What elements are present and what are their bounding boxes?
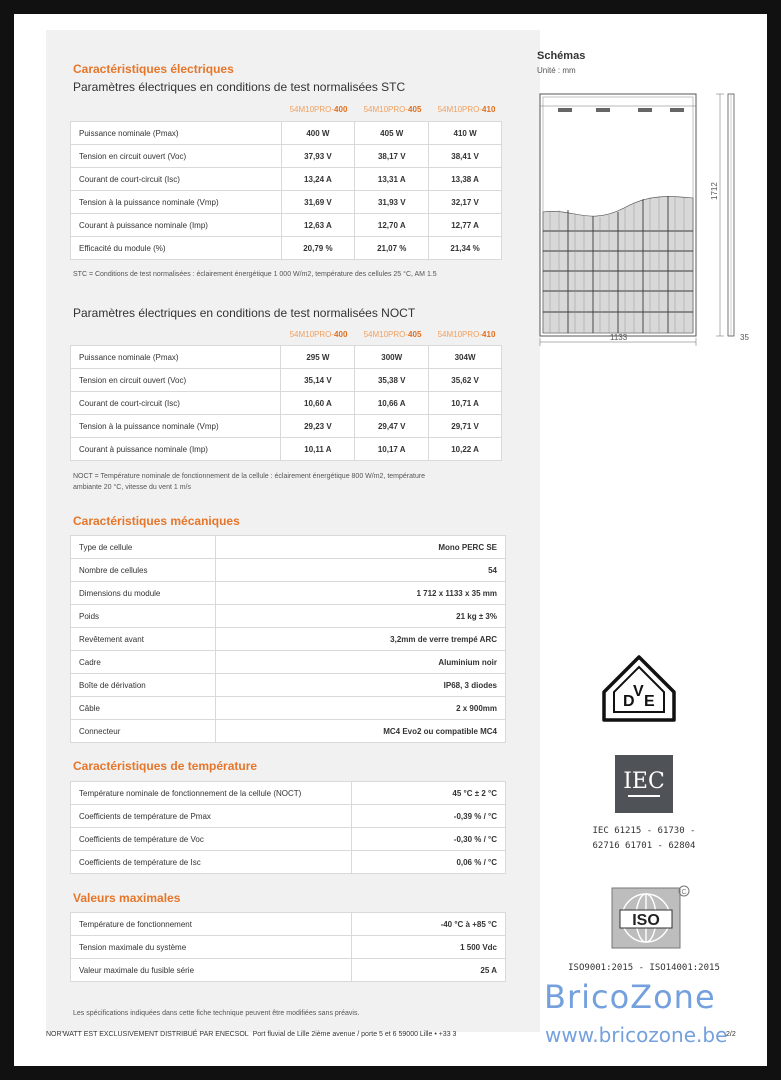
- table-row: [71, 438, 502, 461]
- table-row: [71, 582, 506, 605]
- model-prefix: 54M10PRO-: [289, 105, 335, 114]
- row-label: Efficacité du module (%): [71, 237, 282, 260]
- model-410: 410: [482, 105, 496, 114]
- row-value: 0,06 % / °C: [352, 851, 506, 874]
- row-label: Tension en circuit ouvert (Voc): [71, 145, 282, 168]
- mechanical-table: [70, 535, 506, 743]
- table-row: [71, 913, 506, 936]
- schema-unit: Unité : mm: [537, 66, 576, 75]
- width-dimension: 1133: [610, 333, 628, 342]
- table-row: [71, 651, 506, 674]
- table-row: [71, 214, 502, 237]
- page-number: 2/2: [726, 1031, 736, 1038]
- row-value: 35,14 V: [281, 369, 355, 392]
- row-label: Température de fonctionnement: [71, 913, 352, 936]
- row-label: Type de cellule: [71, 536, 216, 559]
- row-value: 13,38 A: [429, 168, 502, 191]
- vde-letter-e: E: [644, 693, 655, 710]
- model-400: 400: [334, 105, 348, 114]
- model-410: 410: [482, 330, 496, 339]
- iso-standards: ISO9001:2015 - ISO14001:2015: [568, 963, 720, 973]
- row-value: 37,93 V: [281, 145, 355, 168]
- row-value: 31,93 V: [355, 191, 429, 214]
- table-row: [71, 674, 506, 697]
- row-value: 13,24 A: [281, 168, 355, 191]
- row-value: 10,66 A: [355, 392, 429, 415]
- model-400: 400: [334, 330, 348, 339]
- row-label: Dimensions du module: [71, 582, 216, 605]
- maximums-table: [70, 912, 506, 982]
- model-prefix: 54M10PRO-: [363, 105, 409, 114]
- iec-standards-line1: IEC 61215 - 61730 -: [592, 826, 696, 836]
- stc-subtitle: Paramètres électriques en conditions de test normalisées STC: [73, 80, 406, 94]
- row-label: Puissance nominale (Pmax): [71, 122, 282, 145]
- row-value: 21 kg ± 3%: [215, 605, 505, 628]
- row-value: 410 W: [429, 122, 502, 145]
- row-value: 295 W: [281, 346, 355, 369]
- table-row: [71, 959, 506, 982]
- row-value: 12,70 A: [355, 214, 429, 237]
- watermark-url: www.bricozone.be: [545, 1023, 728, 1047]
- table-row: [71, 828, 506, 851]
- table-row: [71, 191, 502, 214]
- noct-col-head-1: [283, 330, 354, 339]
- row-value: IP68, 3 diodes: [215, 674, 505, 697]
- row-label: Courant de court-circuit (Isc): [71, 168, 282, 191]
- vde-letter-d: D: [623, 693, 635, 710]
- row-label: Température nominale de fonctionnement de la cellule (NOCT): [71, 782, 352, 805]
- datasheet-page: [14, 14, 767, 1066]
- mechanical-title: Caractéristiques mécaniques: [73, 514, 240, 528]
- row-value: 3,2mm de verre trempé ARC: [215, 628, 505, 651]
- height-dimension: 1712: [710, 182, 719, 200]
- row-value: 38,17 V: [355, 145, 429, 168]
- disclaimer: Les spécifications indiquées dans cette fiche technique peuvent être modifiées sans préavis.: [73, 1010, 360, 1017]
- row-label: Boîte de dérivation: [71, 674, 216, 697]
- row-value: 1 500 Vdc: [352, 936, 506, 959]
- row-value: 29,23 V: [281, 415, 355, 438]
- row-label: Nombre de cellules: [71, 559, 216, 582]
- row-value: 1 712 x 1133 x 35 mm: [215, 582, 505, 605]
- temperature-title: Caractéristiques de température: [73, 759, 258, 773]
- iec-logo-text: IEC: [623, 769, 665, 794]
- footer-distributor: [46, 1031, 456, 1038]
- row-value: 10,11 A: [281, 438, 355, 461]
- table-row: [71, 605, 506, 628]
- iec-standards-line2: 62716 61701 - 62804: [592, 841, 696, 851]
- iec-logo: [615, 755, 673, 813]
- maximums-title: Valeurs maximales: [73, 891, 181, 905]
- electrical-title: Caractéristiques électriques: [73, 62, 234, 76]
- schema-title: Schémas: [537, 50, 586, 62]
- row-label: Coefficients de température de Voc: [71, 828, 352, 851]
- row-value: 45 °C ± 2 °C: [352, 782, 506, 805]
- stc-col-head-2: [357, 105, 428, 114]
- iso-logo: [610, 884, 690, 952]
- row-label: Courant à puissance nominale (Imp): [71, 214, 282, 237]
- table-row: [71, 168, 502, 191]
- model-prefix: 54M10PRO-: [289, 330, 335, 339]
- row-label: Valeur maximale du fusible série: [71, 959, 352, 982]
- row-value: 54: [215, 559, 505, 582]
- temperature-table: [70, 781, 506, 874]
- table-row: [71, 237, 502, 260]
- row-value: 300W: [355, 346, 429, 369]
- spec-column: [46, 30, 540, 1032]
- vde-letter-v: V: [633, 683, 644, 700]
- row-value: 25 A: [352, 959, 506, 982]
- depth-dimension: 35: [740, 333, 749, 342]
- table-row: [71, 936, 506, 959]
- row-value: 2 x 900mm: [215, 697, 505, 720]
- row-label: Cadre: [71, 651, 216, 674]
- side-profile: [728, 94, 734, 336]
- row-label: Revêtement avant: [71, 628, 216, 651]
- row-value: 10,22 A: [429, 438, 502, 461]
- noct-note-1: NOCT = Température nominale de fonctionnement de la cellule : éclairement énergétique 800 W/m2, température: [73, 473, 426, 480]
- noct-col-head-2: [357, 330, 428, 339]
- model-prefix: 54M10PRO-: [437, 105, 483, 114]
- row-label: Tension à la puissance nominale (Vmp): [71, 415, 281, 438]
- row-value: 10,71 A: [429, 392, 502, 415]
- row-value: 21,07 %: [355, 237, 429, 260]
- row-label: Coefficients de température de Pmax: [71, 805, 352, 828]
- table-row: [71, 392, 502, 415]
- row-label: Courant à puissance nominale (Imp): [71, 438, 281, 461]
- row-value: Mono PERC SE: [215, 536, 505, 559]
- row-label: Puissance nominale (Pmax): [71, 346, 281, 369]
- watermark-brand: BricoZone: [544, 978, 716, 1016]
- noct-col-head-3: [431, 330, 502, 339]
- cell-grid: [543, 196, 693, 333]
- table-row: [71, 697, 506, 720]
- table-row: [71, 122, 502, 145]
- noct-table: [70, 345, 502, 461]
- model-prefix: 54M10PRO-: [437, 330, 483, 339]
- row-value: 12,63 A: [281, 214, 355, 237]
- row-value: 35,62 V: [429, 369, 502, 392]
- row-value: 400 W: [281, 122, 355, 145]
- row-value: 29,47 V: [355, 415, 429, 438]
- row-value: 20,79 %: [281, 237, 355, 260]
- stc-col-head-3: [431, 105, 502, 114]
- table-row: [71, 782, 506, 805]
- stc-table: [70, 121, 502, 260]
- iso-registered-mark: C: [681, 889, 687, 896]
- stc-col-head-1: [283, 105, 354, 114]
- table-row: [71, 628, 506, 651]
- row-value: -0,30 % / °C: [352, 828, 506, 851]
- row-value: 13,31 A: [355, 168, 429, 191]
- noct-note-2: ambiante 20 °C, vitesse du vent 1 m/s: [73, 484, 191, 491]
- row-value: 21,34 %: [429, 237, 502, 260]
- row-value: Aluminium noir: [215, 651, 505, 674]
- table-row: [71, 720, 506, 743]
- row-value: 12,77 A: [429, 214, 502, 237]
- footer-left: NOR'WATT EST EXCLUSIVEMENT DISTRIBUÉ PAR ENECSOL: [46, 1031, 249, 1038]
- row-label: Câble: [71, 697, 216, 720]
- noct-subtitle: Paramètres électriques en conditions de test normalisées NOCT: [73, 306, 416, 320]
- vde-logo: [601, 654, 677, 724]
- row-label: Tension maximale du système: [71, 936, 352, 959]
- row-label: Tension à la puissance nominale (Vmp): [71, 191, 282, 214]
- row-value: -40 °C à +85 °C: [352, 913, 506, 936]
- row-value: -0,39 % / °C: [352, 805, 506, 828]
- stc-note: STC = Conditions de test normalisées : éclairement énergétique 1 000 W/m2, température des cellules 25 °C, AM 1.5: [73, 271, 437, 278]
- table-row: [71, 369, 502, 392]
- row-value: 35,38 V: [355, 369, 429, 392]
- table-row: [71, 415, 502, 438]
- row-value: 32,17 V: [429, 191, 502, 214]
- table-row: [71, 559, 506, 582]
- table-row: [71, 346, 502, 369]
- model-405: 405: [408, 105, 422, 114]
- table-row: [71, 536, 506, 559]
- row-value: 38,41 V: [429, 145, 502, 168]
- table-row: [71, 805, 506, 828]
- row-label: Tension en circuit ouvert (Voc): [71, 369, 281, 392]
- row-value: 10,17 A: [355, 438, 429, 461]
- row-label: Courant de court-circuit (Isc): [71, 392, 281, 415]
- table-row: [71, 851, 506, 874]
- iso-logo-text: ISO: [632, 912, 660, 929]
- row-label: Poids: [71, 605, 216, 628]
- row-value: 31,69 V: [281, 191, 355, 214]
- table-row: [71, 145, 502, 168]
- row-label: Coefficients de température de Isc: [71, 851, 352, 874]
- footer-address: Port fluvial de Lille 2ième avenue / porte 5 et 6 59000 Lille • +33 3: [252, 1031, 457, 1038]
- row-value: 10,60 A: [281, 392, 355, 415]
- row-value: 405 W: [355, 122, 429, 145]
- model-405: 405: [408, 330, 422, 339]
- row-label: Connecteur: [71, 720, 216, 743]
- row-value: 304W: [429, 346, 502, 369]
- model-prefix: 54M10PRO-: [363, 330, 409, 339]
- row-value: MC4 Evo2 ou compatible MC4: [215, 720, 505, 743]
- panel-drawing: [534, 86, 754, 348]
- row-value: 29,71 V: [429, 415, 502, 438]
